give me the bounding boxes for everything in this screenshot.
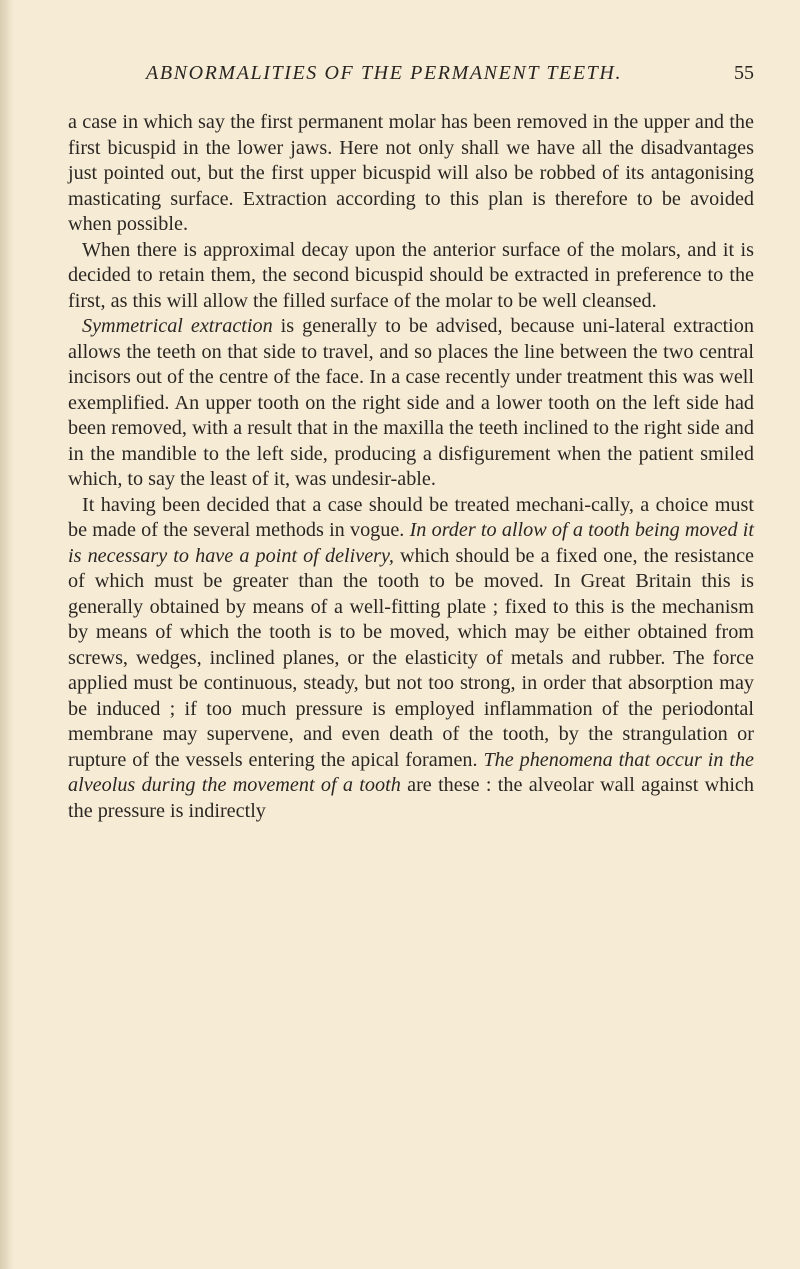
paragraph-text: which should be a fixed one, the resistance of which must be greater than the tooth to be moved. In Great Britain this is generally obtained by means of a well-fitting plate ; fixed to this is the mechanism by means of which the tooth is to be moved, which may be either obtained from screws, wedges, inclined planes, or the elasticity of metals and rubber. The force applied must be continuous, steady, but not too strong, in order that absorption may be induced ; if too much pressure is employed inflammation of the periodontal membrane may supervene, and even death of the tooth, by the strangulation or rupture of the vessels entering the apical foramen. xyxy=(68,544,754,771)
page-gutter-shadow xyxy=(0,0,14,1269)
italic-term: Symmetrical extraction xyxy=(82,315,273,337)
page-header xyxy=(68,62,754,90)
page-number: 55 xyxy=(734,62,754,84)
paragraph-text: is generally to be advised, because uni-lateral extraction allows the teeth on that side to travel, and so places the line between the two central incisors out of the centre of the face. In a case recently under treatment this was well exemplified. An upper tooth on the right side and a lower tooth on the left side had been removed, with a result that in the maxilla the teeth inclined to the right side and in the mandible to the left side, producing a disfigurement when the patient smiled which, to say the least of it, was undesir-able. xyxy=(68,315,754,490)
paragraph-text: are these : the alveolar wall against which the pressure is indirectly xyxy=(68,774,754,822)
paragraph-text: a case in which say the first permanent molar has been removed in the upper and the first bicuspid in the lower jaws. Here not only shall we have all the disadvantages just pointed out, but the first upper bicuspid will also be robbed of its antagonising masticating surface. Extraction according to this plan is therefore to be avoided when possible. xyxy=(68,111,754,235)
paragraph-1 xyxy=(68,110,754,238)
paragraph-4 xyxy=(68,493,754,825)
body-text xyxy=(68,110,754,824)
italic-phrase: In order to allow of a tooth being moved it is necessary to have a point of delivery, xyxy=(68,519,754,567)
paragraph-2 xyxy=(68,238,754,315)
running-head: ABNORMALITIES OF THE PERMANENT TEETH. xyxy=(146,62,623,84)
paragraph-text: When there is approximal decay upon the anterior surface of the molars, and it is decided to retain them, the second bicuspid should be extracted in preference to the first, as this will allow the filled surface of the molar to be well cleansed. xyxy=(68,238,754,312)
italic-phrase: The phenomena that occur in the alveolus during the movement of a tooth xyxy=(68,748,754,796)
paragraph-3 xyxy=(68,314,754,493)
paragraph-text: It having been decided that a case should be treated mechani-cally, a choice must be made of the several methods in vogue. xyxy=(68,493,754,541)
